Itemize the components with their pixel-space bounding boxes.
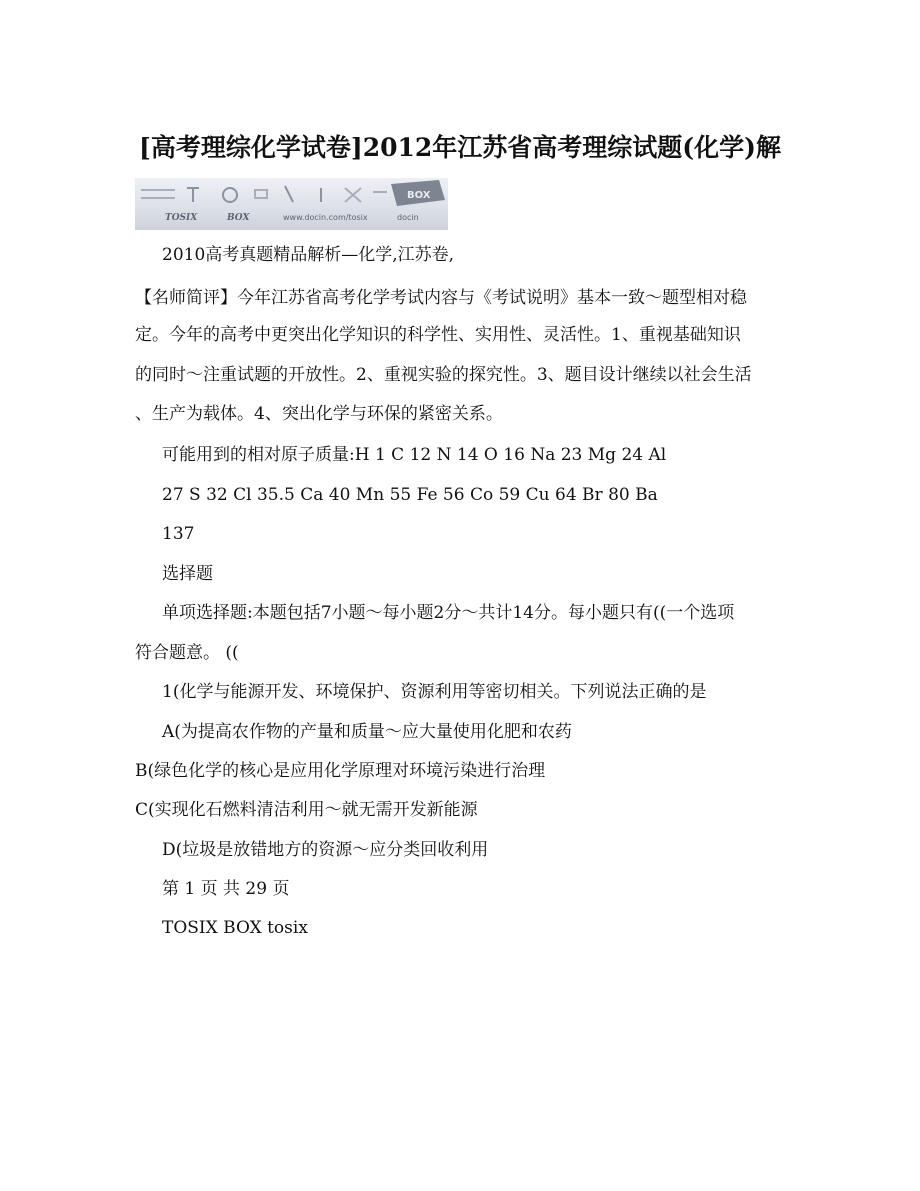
option-c: C(实现化石燃料清洁利用～就无需开发新能源 [135, 800, 478, 820]
banner-logo-word-1: TOSIX [165, 213, 198, 223]
atomic-mass-line-1: 可能用到的相对原子质量:H 1 C 12 N 14 O 16 Na 23 Mg 24 Al [162, 445, 667, 465]
page-title: [高考理综化学试卷]2012年江苏省高考理综试题(化学)解 [139, 133, 781, 162]
banner-url: www.docin.com/tosix [283, 213, 368, 222]
option-d: D(垃圾是放错地方的资源～应分类回收利用 [162, 840, 489, 860]
footer-watermark-text: TOSIX BOX tosix [162, 918, 308, 938]
instruction-line-2: 符合题意。 (( [135, 643, 239, 663]
banner-box-tag-text: BOX [407, 190, 431, 201]
section-heading: 选择题 [162, 564, 213, 584]
commentary-line-1: 【名师简评】今年江苏省高考化学考试内容与《考试说明》基本一致～题型相对稳 [135, 288, 747, 308]
commentary-line-2: 定。今年的高考中更突出化学知识的科学性、实用性、灵活性。1、重视基础知识 [135, 325, 741, 345]
banner-stroke [285, 186, 293, 202]
banner-rect [255, 190, 267, 198]
atomic-mass-line-3: 137 [162, 524, 195, 544]
commentary-line-3: 的同时～注重试题的开放性。2、重视实验的探究性。3、题目设计继续以社会生活 [135, 365, 752, 385]
instruction-line-1: 单项选择题:本题包括7小题～每小题2分～共计14分。每小题只有((一个选项 [162, 603, 735, 623]
banner-circle [223, 188, 237, 202]
banner-sub-tag: docin [397, 213, 419, 222]
intro-line: 2010高考真题精品解析—化学,江苏卷, [162, 245, 455, 265]
commentary-line-4: 、生产为载体。4、突出化学与环保的紧密关系。 [135, 404, 503, 424]
banner-logo-word-2: BOX [227, 213, 250, 223]
page-number: 第 1 页 共 29 页 [162, 879, 290, 899]
option-b: B(绿色化学的核心是应用化学原理对环境污染进行治理 [135, 761, 546, 781]
banner-image [135, 178, 448, 230]
question-stem: 1(化学与能源开发、环境保护、资源利用等密切相关。下列说法正确的是 [162, 682, 707, 702]
option-a: A(为提高农作物的产量和质量～应大量使用化肥和农药 [162, 722, 572, 742]
banner-graphic [135, 178, 448, 230]
atomic-mass-line-2: 27 S 32 Cl 35.5 Ca 40 Mn 55 Fe 56 Co 59 Cu 64 Br 80 Ba [162, 485, 658, 505]
